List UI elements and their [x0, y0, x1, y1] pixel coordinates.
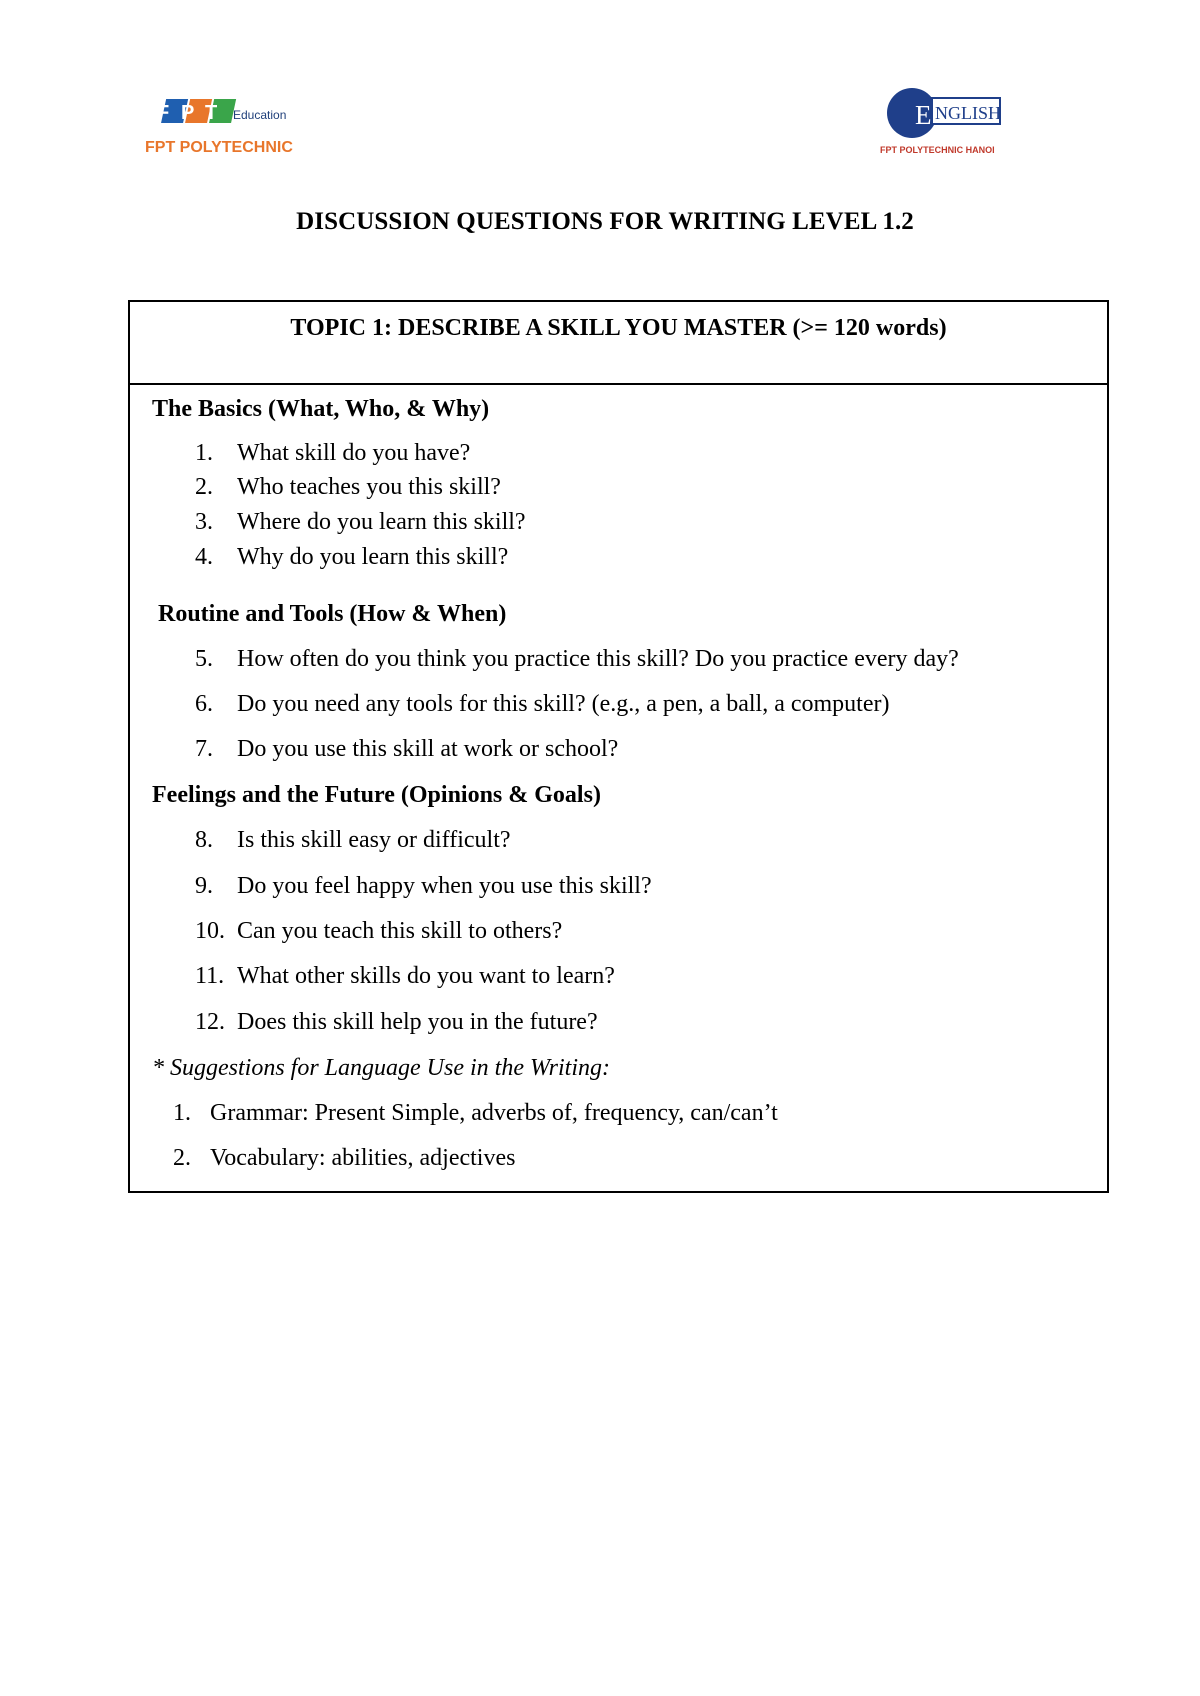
question-item: 1. What skill do you have? [195, 440, 471, 466]
suggestion-item: 1. Grammar: Present Simple, adverbs of, frequency, can/can’t [173, 1100, 778, 1126]
svg-text:Education: Education [233, 108, 287, 122]
question-item: 12. Does this skill help you in the future? [195, 1009, 598, 1035]
question-item: 6. Do you need any tools for this skill? (e.g., a pen, a ball, a computer) [195, 691, 890, 717]
svg-text:P: P [181, 102, 195, 124]
section-heading-basics: The Basics (What, Who, & Why) [152, 396, 490, 422]
question-item: 2. Who teaches you this skill? [195, 474, 501, 500]
svg-text:T: T [205, 102, 218, 124]
question-item: 5. How often do you think you practice this skill? Do you practice every day? [195, 646, 959, 672]
svg-text:E: E [915, 100, 932, 130]
suggestions-note: * Suggestions for Language Use in the Writing: [152, 1055, 610, 1081]
svg-text:NGLISH: NGLISH [935, 103, 1001, 123]
question-item: 4. Why do you learn this skill? [195, 544, 509, 570]
section-heading-feelings: Feelings and the Future (Opinions & Goals) [152, 782, 601, 808]
question-item: 11. What other skills do you want to learn? [195, 963, 615, 989]
svg-text:FPT POLYTECHNIC: FPT POLYTECHNIC [145, 139, 293, 156]
section-heading-routine: Routine and Tools (How & When) [158, 601, 507, 627]
question-item: 3. Where do you learn this skill? [195, 509, 526, 535]
svg-text:FPT POLYTECHNIC HANOI: FPT POLYTECHNIC HANOI [880, 145, 995, 155]
suggestion-item: 2. Vocabulary: abilities, adjectives [173, 1145, 516, 1171]
question-item: 8. Is this skill easy or difficult? [195, 827, 511, 853]
question-item: 9. Do you feel happy when you use this skill? [195, 873, 652, 899]
question-item: 7. Do you use this skill at work or school? [195, 736, 619, 762]
svg-text:F: F [157, 102, 170, 124]
topic-title: TOPIC 1: DESCRIBE A SKILL YOU MASTER (>= 120 words) [130, 302, 1107, 385]
document-title: DISCUSSION QUESTIONS FOR WRITING LEVEL 1.2 [296, 208, 914, 235]
english-department-logo [878, 85, 1028, 163]
fpt-polytechnic-logo [143, 95, 323, 161]
question-item: 10. Can you teach this skill to others? [195, 918, 563, 944]
